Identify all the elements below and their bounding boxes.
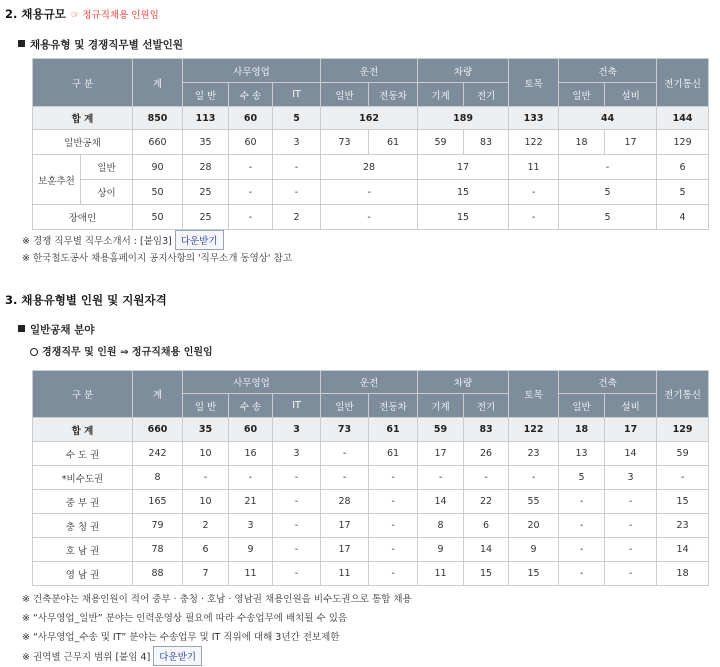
regular-hire-link[interactable]: ☞ 정규직채용 인원임	[70, 10, 159, 21]
th-driving-general: 일반	[321, 83, 369, 107]
table-cell: 16	[229, 442, 273, 466]
table-cell: 122	[509, 418, 559, 442]
table-cell: 장애인	[33, 205, 133, 230]
table-cell: 5	[657, 180, 709, 205]
table-row	[33, 442, 709, 466]
table-cell: 61	[369, 442, 418, 466]
table-cell: -	[559, 562, 605, 586]
table-cell: 129	[657, 130, 709, 155]
section-2-subtitle-text: 채용유형 및 경쟁직무별 선발인원	[30, 39, 183, 51]
table-cell: 3	[273, 418, 321, 442]
table-cell: 113	[183, 107, 229, 130]
table-cell: 17	[605, 418, 657, 442]
table-cell: 26	[464, 442, 509, 466]
download-button-attachment-3[interactable]: 다운받기	[175, 230, 224, 250]
table-cell: -	[657, 466, 709, 490]
section-3-subtitle-text: 일반공채 분야	[30, 324, 95, 336]
table-cell: 35	[183, 418, 229, 442]
table-cell: 18	[559, 130, 605, 155]
table-cell: 11	[229, 562, 273, 586]
table-cell: 28	[183, 155, 229, 180]
table-cell: -	[559, 155, 657, 180]
table-cell: 3	[273, 130, 321, 155]
table-cell: 60	[229, 418, 273, 442]
table-cell: 55	[509, 490, 559, 514]
table-row	[33, 514, 709, 538]
th-general: 일 반	[183, 394, 229, 418]
table-cell: 3	[273, 442, 321, 466]
table-cell: 50	[133, 180, 183, 205]
table-cell: 13	[559, 442, 605, 466]
note-text: ※ 권역별 근무지 범위 [붙임 4]	[22, 652, 151, 663]
th-transport: 수 송	[229, 394, 273, 418]
table-cell: -	[321, 466, 369, 490]
th-facility: 설비	[605, 83, 657, 107]
table-cell: 660	[133, 418, 183, 442]
table-cell: -	[229, 205, 273, 230]
table-cell: 17	[321, 514, 369, 538]
table-cell: 122	[509, 130, 559, 155]
circle-bullet-icon	[30, 348, 38, 356]
table-cell: 5	[559, 205, 657, 230]
table-cell: -	[321, 205, 418, 230]
th-electric-comm: 전기통신	[657, 371, 709, 418]
table-cell: 144	[657, 107, 709, 130]
table-cell: 660	[133, 130, 183, 155]
table-cell: 15	[509, 562, 559, 586]
table-cell: 호 남 권	[33, 538, 133, 562]
th-electrical: 전기	[464, 83, 509, 107]
table-cell: 17	[605, 130, 657, 155]
table-cell: 14	[464, 538, 509, 562]
table-cell: 4	[657, 205, 709, 230]
table-cell: 11	[321, 562, 369, 586]
table-cell: -	[229, 466, 273, 490]
table-cell: -	[369, 514, 418, 538]
table-cell: -	[464, 466, 509, 490]
table-cell: 133	[509, 107, 559, 130]
table-cell: 5	[559, 180, 657, 205]
table-cell: -	[321, 442, 369, 466]
th-arch-general: 일반	[559, 394, 605, 418]
table-cell: -	[369, 538, 418, 562]
table-cell: 28	[321, 490, 369, 514]
table-cell: -	[559, 490, 605, 514]
table-cell: -	[273, 538, 321, 562]
table-cell: -	[273, 155, 321, 180]
table-cell: 14	[418, 490, 464, 514]
table-cell: -	[559, 514, 605, 538]
table-cell: 11	[418, 562, 464, 586]
table-cell: 90	[133, 155, 183, 180]
th-mechanical: 기계	[418, 394, 464, 418]
table-cell: -	[605, 562, 657, 586]
table-cell: 88	[133, 562, 183, 586]
table-cell: 20	[509, 514, 559, 538]
table-cell: -	[605, 538, 657, 562]
table-cell: 14	[605, 442, 657, 466]
table-cell: 17	[418, 155, 509, 180]
th-driving-general: 일반	[321, 394, 369, 418]
table-cell: 18	[657, 562, 709, 586]
th-office-sales: 사무영업	[183, 371, 321, 394]
table-cell: 8	[418, 514, 464, 538]
table-cell: 2	[273, 205, 321, 230]
table-cell: 28	[321, 155, 418, 180]
table-cell: 25	[183, 205, 229, 230]
table-cell: 상이	[81, 180, 133, 205]
th-civil: 토목	[509, 371, 559, 418]
table-cell: -	[183, 466, 229, 490]
table-row	[33, 155, 709, 180]
table-cell: -	[273, 514, 321, 538]
table-cell: 17	[418, 442, 464, 466]
section-2-title	[5, 6, 159, 22]
table-cell: 59	[418, 130, 464, 155]
table-cell: 9	[229, 538, 273, 562]
th-civil: 토목	[509, 59, 559, 107]
table-cell: 850	[133, 107, 183, 130]
section-3-title: 3. 채용유형별 인원 및 지원자격	[5, 293, 167, 307]
table-cell: 14	[657, 538, 709, 562]
table-cell: 2	[183, 514, 229, 538]
table-cell: -	[369, 466, 418, 490]
th-gubun: 구 분	[33, 59, 133, 107]
table-cell: 수 도 권	[33, 442, 133, 466]
video-note: ※ 한국철도공사 채용홈페이지 공지사항의 '직무소개 동영상' 참고	[22, 253, 292, 264]
table-row	[33, 107, 709, 130]
th-facility: 설비	[605, 394, 657, 418]
table-cell: 60	[229, 130, 273, 155]
table-cell: 일반공채	[33, 130, 133, 155]
th-it: IT	[273, 394, 321, 418]
table-cell: 23	[657, 514, 709, 538]
section-3-subtitle	[18, 322, 95, 337]
table-cell: 162	[321, 107, 418, 130]
section-3-subsubtitle-text: 경쟁직무 및 인원 ⇒ 정규직채용 인원임	[42, 347, 213, 358]
table-cell: -	[273, 562, 321, 586]
table-row	[33, 490, 709, 514]
th-electric-car: 전동차	[369, 83, 418, 107]
table-cell: 242	[133, 442, 183, 466]
table-cell: 6	[657, 155, 709, 180]
table-cell: 35	[183, 130, 229, 155]
table-cell: 8	[133, 466, 183, 490]
square-bullet-icon	[18, 40, 25, 47]
job-description-note	[22, 230, 224, 250]
table-cell: 22	[464, 490, 509, 514]
table-cell: 10	[183, 442, 229, 466]
th-electric-comm: 전기통신	[657, 59, 709, 107]
architecture-note: ※ 건축분야는 채용인원이 적어 중부 · 충청 · 호남 · 영남권 채용인원을 비수도권으로 통합 채용	[22, 594, 412, 605]
table-cell: 50	[133, 205, 183, 230]
download-button-attachment-4[interactable]: 다운받기	[153, 646, 202, 666]
th-architecture: 건축	[559, 59, 657, 83]
office-general-note: ※ “사무영업_일반” 분야는 인력운영상 필요에 따라 수송업무에 배치될 수 있음	[22, 613, 348, 624]
section-2-subtitle	[18, 37, 183, 52]
table-cell: 59	[657, 442, 709, 466]
table-cell: 충 청 권	[33, 514, 133, 538]
th-driving: 운전	[321, 371, 418, 394]
table-cell: 18	[559, 418, 605, 442]
table-cell: 합 계	[33, 418, 133, 442]
th-total: 계	[133, 371, 183, 418]
table-cell: -	[418, 466, 464, 490]
th-mechanical: 기계	[418, 83, 464, 107]
th-architecture: 건축	[559, 371, 657, 394]
table-cell: 23	[509, 442, 559, 466]
table-cell: -	[321, 180, 418, 205]
table-cell: -	[273, 490, 321, 514]
square-bullet-icon	[18, 325, 25, 332]
table-cell: 9	[418, 538, 464, 562]
table-cell: 중 부 권	[33, 490, 133, 514]
table-cell: 83	[464, 418, 509, 442]
table-cell: -	[229, 180, 273, 205]
table-cell: 61	[369, 130, 418, 155]
table-cell: 5	[273, 107, 321, 130]
table-cell: 7	[183, 562, 229, 586]
table-row	[33, 205, 709, 230]
table-cell: 15	[657, 490, 709, 514]
table-cell: 15	[418, 205, 509, 230]
th-vehicle: 차량	[418, 59, 509, 83]
section-2-heading: 2. 채용규모	[5, 7, 66, 21]
table-cell: -	[369, 490, 418, 514]
table-cell: 5	[559, 466, 605, 490]
th-electrical: 전기	[464, 394, 509, 418]
office-transport-note: ※ “사무영업_수송 및 IT” 분야는 수송업무 및 IT 직위에 대해 3년간 전보제한	[22, 632, 340, 643]
th-office-sales: 사무영업	[183, 59, 321, 83]
table-cell: *비수도권	[33, 466, 133, 490]
table-row	[33, 562, 709, 586]
table-cell: -	[509, 180, 559, 205]
table-cell: -	[369, 562, 418, 586]
table-cell: 78	[133, 538, 183, 562]
table-cell: -	[509, 205, 559, 230]
table-cell: -	[559, 538, 605, 562]
table-cell: 79	[133, 514, 183, 538]
table-cell: 15	[464, 562, 509, 586]
table-cell: 3	[229, 514, 273, 538]
table-cell: 보훈추천	[33, 155, 81, 205]
table-cell: 129	[657, 418, 709, 442]
th-electric-car: 전동차	[369, 394, 418, 418]
table-cell: -	[605, 490, 657, 514]
table-cell: 25	[183, 180, 229, 205]
section-3-subsubtitle	[30, 343, 213, 358]
table-row	[33, 180, 709, 205]
table-cell: 9	[509, 538, 559, 562]
table-cell: -	[605, 514, 657, 538]
table-cell: 합 계	[33, 107, 133, 130]
th-vehicle: 차량	[418, 371, 509, 394]
table-cell: 60	[229, 107, 273, 130]
table-cell: 15	[418, 180, 509, 205]
region-note	[22, 646, 202, 666]
table-cell: 73	[321, 418, 369, 442]
table-cell: 11	[509, 155, 559, 180]
th-total: 계	[133, 59, 183, 107]
table-row	[33, 538, 709, 562]
table-cell: 165	[133, 490, 183, 514]
table-row	[33, 418, 709, 442]
table-cell: 83	[464, 130, 509, 155]
th-gubun: 구 분	[33, 371, 133, 418]
table-row	[33, 130, 709, 155]
selection-table-2	[32, 370, 709, 586]
table-cell: -	[509, 466, 559, 490]
table-cell: 189	[418, 107, 509, 130]
table-cell: -	[273, 180, 321, 205]
table-cell: 44	[559, 107, 657, 130]
table-cell: -	[273, 466, 321, 490]
table-cell: 21	[229, 490, 273, 514]
th-transport: 수 송	[229, 83, 273, 107]
table-cell: 59	[418, 418, 464, 442]
table-cell: 6	[183, 538, 229, 562]
th-driving: 운전	[321, 59, 418, 83]
table-cell: 일반	[81, 155, 133, 180]
table-cell: 6	[464, 514, 509, 538]
table-cell: 영 남 권	[33, 562, 133, 586]
table-cell: 73	[321, 130, 369, 155]
table-cell: 10	[183, 490, 229, 514]
table-cell: 17	[321, 538, 369, 562]
th-arch-general: 일반	[559, 83, 605, 107]
selection-table-1	[32, 58, 709, 230]
note-text: ※ 경쟁 직무별 직무소개서 : [붙임3]	[22, 236, 172, 247]
table-cell: -	[229, 155, 273, 180]
table-row	[33, 466, 709, 490]
table-cell: 61	[369, 418, 418, 442]
th-it: IT	[273, 83, 321, 107]
table-cell: 3	[605, 466, 657, 490]
th-general: 일 반	[183, 83, 229, 107]
